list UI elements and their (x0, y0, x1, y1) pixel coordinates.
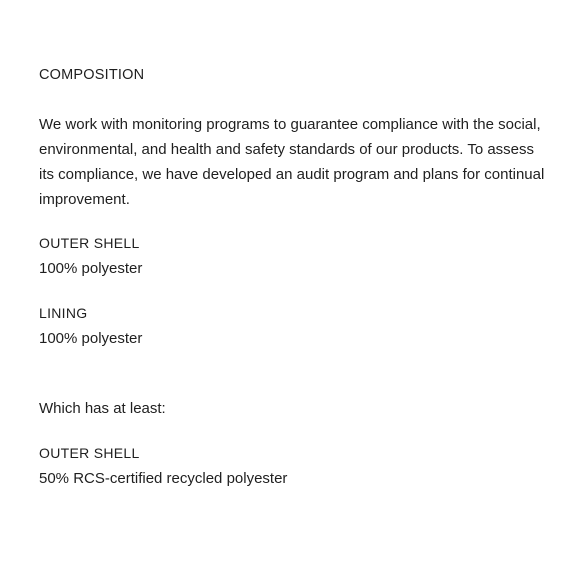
material-value-lining: 100% polyester (39, 330, 143, 347)
minimum-content-intro: Which has at least: (39, 400, 166, 417)
material-part-lining: LINING (39, 305, 88, 321)
minimum-material-part-outer-shell: OUTER SHELL (39, 445, 140, 461)
minimum-material-value-outer-shell: 50% RCS-certified recycled polyester (39, 470, 288, 487)
composition-title: COMPOSITION (39, 67, 145, 83)
material-value-outer-shell: 100% polyester (39, 260, 143, 277)
compliance-description: We work with monitoring programs to guarantee compliance with the social, environmental, and health and safety standards of our products. To assess its compliance, we have developed an audit program and plans for continual improvement. (39, 116, 545, 208)
material-part-outer-shell: OUTER SHELL (39, 235, 140, 251)
